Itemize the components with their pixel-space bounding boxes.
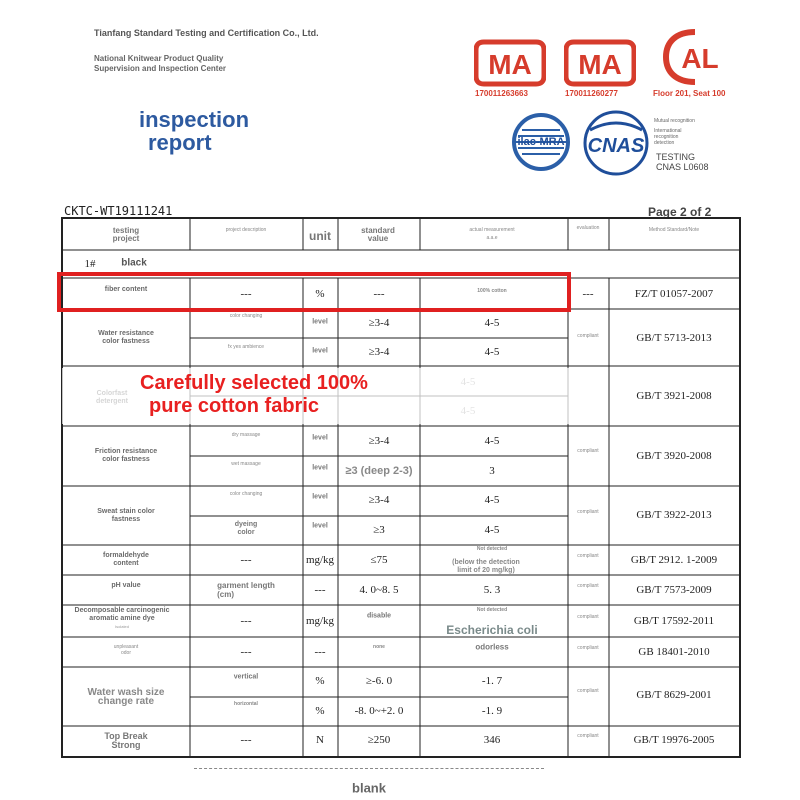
friction-evaluation: compliant (577, 448, 599, 454)
friction-project (95, 448, 157, 464)
organization-name: Tianfang Standard Testing and Certification Co., Ltd. (94, 28, 319, 38)
header-description: project description (225, 227, 267, 233)
sweat-sub1-result: 4-5 (484, 494, 500, 506)
formaldehyde-result-line2: limit of 20 mg/kg) (457, 567, 515, 574)
break-method: GB/T 19976-2005 (633, 734, 715, 746)
friction-project-line1: Friction resistance (94, 448, 158, 455)
odor-method: GB 18401-2010 (638, 646, 710, 658)
sweat-method: GB/T 3922-2013 (636, 509, 712, 521)
odor-standard: none (373, 644, 385, 650)
wash-sub1-unit: % (315, 675, 325, 687)
footer-dashes (194, 768, 544, 769)
sweat-project-line1: Sweat stain color (97, 508, 155, 515)
cal-logo-text: AL (681, 43, 719, 74)
wash-project-line2: change rate (97, 696, 155, 707)
break-desc: --- (240, 734, 252, 746)
water-sub2-result: 4-5 (484, 346, 500, 358)
fiber-method: FZ/T 01057-2007 (634, 288, 714, 300)
water-sub1-desc: color changing (229, 313, 263, 319)
sweat-sub2-desc-line2: color (237, 529, 255, 536)
friction-sub1-desc: dry massage (231, 432, 261, 438)
ilac-text: ilac-MRA (517, 136, 565, 148)
cma-code-1: 170011263663 (475, 89, 528, 98)
cnas-note-2: International (654, 128, 682, 134)
center-name-line2: Supervision and Inspection Center (94, 64, 227, 73)
friction-project-line2: color fastness (102, 456, 150, 463)
fiber-result: 100% cotton (477, 288, 507, 294)
header-method: Method Standard/Note (648, 227, 700, 233)
amine-unit: mg/kg (305, 615, 335, 627)
friction-sub1-standard: ≥3-4 (368, 435, 390, 447)
wash-project-line1: Water wash size (87, 687, 165, 698)
water-sub1-standard: ≥3-4 (368, 317, 390, 329)
cnas-note-3: recognition (654, 134, 679, 140)
sweat-evaluation: compliant (577, 509, 599, 515)
water-sub1-unit: level (312, 318, 328, 326)
break-result: 346 (483, 734, 501, 746)
formaldehyde-project-line1: formaldehyde (103, 552, 149, 559)
odor-result: odorless (475, 642, 509, 652)
sweat-project-line2: fastness (111, 516, 141, 523)
cma-code-2: 170011260277 (565, 89, 618, 98)
sweat-project (97, 508, 155, 524)
friction-sub2-unit: level (312, 464, 328, 472)
formaldehyde-project-line2: content (113, 560, 139, 567)
friction-sub2-desc: wet massage (231, 461, 261, 467)
water-evaluation: compliant (577, 333, 599, 339)
header-standard (361, 227, 395, 243)
amine-method: GB/T 17592-2011 (633, 615, 715, 627)
formaldehyde-desc: --- (240, 554, 252, 566)
sweat-sub2-result: 4-5 (484, 524, 500, 536)
odor-unit: --- (314, 646, 326, 658)
wash-sub2-standard: -8. 0~+2. 0 (354, 705, 404, 717)
header-standard-line1: standard (361, 226, 395, 235)
wash-sub2-result: -1. 9 (481, 705, 503, 717)
water-sub1-result: 4-5 (484, 317, 500, 329)
callout-line2: pure cotton fabric (149, 395, 320, 417)
water-sub2-desc: fx yes ambience (227, 344, 265, 350)
fiber-evaluation: --- (582, 288, 594, 300)
sweat-sub2-unit: level (312, 522, 328, 530)
formaldehyde-unit: mg/kg (305, 554, 335, 566)
header-evaluation: evaluation (576, 225, 600, 231)
wash-evaluation: compliant (577, 688, 599, 694)
fiber-highlight-box (57, 272, 571, 312)
odor-project (114, 644, 138, 656)
water-project-line2: color fastness (102, 338, 150, 345)
wash-project (88, 688, 165, 706)
odor-project-line2: odor (120, 650, 131, 656)
break-project (104, 732, 147, 750)
wash-sub2-desc: horizontal (234, 701, 258, 707)
break-evaluation: compliant (577, 733, 599, 739)
odor-evaluation: compliant (577, 645, 599, 651)
cma-logo-1-text: MA (488, 49, 532, 80)
ph-method: GB/T 7573-2009 (636, 584, 712, 596)
amine-result-top: Not detected (476, 607, 508, 613)
center-name-line1: National Knitwear Product Quality (94, 54, 224, 63)
water-sub2-unit: level (312, 347, 328, 355)
sample-id: 1# (84, 258, 96, 270)
friction-method: GB/T 3920-2008 (636, 450, 712, 462)
friction-sub2-result: 3 (489, 465, 495, 477)
detergent-method: GB/T 3921-2008 (636, 390, 712, 402)
friction-sub1-unit: level (312, 434, 328, 442)
break-project-line1: Top Break (104, 731, 148, 741)
header-result: actual measurement (469, 227, 515, 233)
header-result-sub: a.a.e (486, 235, 498, 241)
ph-standard: 4. 0~8. 5 (359, 584, 399, 596)
cnas-code: CNAS L0608 (656, 162, 709, 172)
amine-project-line2: aromatic amine dye (89, 615, 155, 622)
sweat-sub2-desc (235, 521, 258, 537)
friction-sub1-result: 4-5 (484, 435, 500, 447)
amine-project-line3: Isolated (114, 624, 130, 629)
ph-result: 5. 3 (483, 584, 501, 596)
sweat-sub1-unit: level (312, 493, 328, 501)
ph-unit: --- (314, 584, 326, 596)
cnas-testing-label: TESTING (656, 152, 696, 162)
ph-desc-line2: (cm) (217, 590, 234, 599)
water-sub2-standard: ≥3-4 (368, 346, 390, 358)
wash-sub2-unit: % (315, 705, 325, 717)
formaldehyde-result-top: Not detected (476, 546, 508, 552)
odor-desc: --- (240, 646, 252, 658)
cnas-text: CNAS (587, 135, 645, 157)
amine-standard: disable (366, 612, 392, 620)
sweat-sub1-standard: ≥3-4 (368, 494, 390, 506)
fiber-standard: --- (373, 288, 385, 300)
wash-sub1-standard: ≥-6. 0 (365, 675, 393, 687)
header-project-line2: project (112, 234, 140, 243)
formaldehyde-evaluation: compliant (577, 553, 599, 559)
sweat-sub2-desc-line1: dyeing (234, 521, 258, 528)
break-unit: N (316, 734, 324, 746)
water-project-line1: Water resistance (98, 330, 154, 337)
formaldehyde-result-line1: (below the detection (452, 559, 520, 566)
cal-code: Floor 201, Seat 100 (653, 89, 726, 98)
ph-evaluation: compliant (577, 583, 599, 589)
ph-project: pH value (111, 582, 141, 589)
ph-desc (217, 581, 275, 599)
friction-sub2-standard: ≥3 (deep 2-3) (345, 465, 413, 477)
callout-line1: Carefully selected 100% (140, 372, 368, 394)
formaldehyde-method: GB/T 2912. 1-2009 (630, 554, 718, 566)
break-project-line2: Strong (111, 740, 141, 750)
ph-desc-line1: garment length (217, 581, 275, 590)
fiber-desc: --- (240, 288, 252, 300)
header-standard-line2: value (367, 234, 389, 243)
header-unit: unit (309, 229, 331, 243)
wash-sub1-result: -1. 7 (481, 675, 503, 687)
fiber-project: fiber content (104, 286, 148, 293)
cnas-note-4: detection (654, 140, 675, 146)
formaldehyde-project (103, 552, 149, 568)
amine-desc: --- (240, 615, 252, 627)
cnas-note-1: Mutual recognition (654, 118, 695, 124)
amine-project (75, 607, 170, 631)
fiber-unit: % (315, 288, 325, 300)
header-project-line1: testing (112, 226, 140, 235)
wash-sub1-desc: vertical (233, 673, 259, 681)
cma-logo-2-text: MA (578, 49, 622, 80)
header-project (113, 227, 140, 243)
odor-project-line1: unpleasant (113, 644, 139, 650)
sweat-sub2-standard: ≥3 (373, 524, 385, 536)
formaldehyde-result (452, 559, 520, 575)
amine-result: Escherichia coli (446, 623, 538, 637)
report-number: CKTC-WT19111241 (64, 204, 173, 218)
callout-text (140, 372, 368, 418)
footer-blank: blank (352, 780, 386, 796)
page-number: Page 2 of 2 (648, 205, 712, 219)
amine-evaluation: compliant (577, 614, 599, 620)
wash-method: GB/T 8629-2001 (636, 689, 712, 701)
amine-project-line1: Decomposable carcinogenic (74, 607, 170, 614)
formaldehyde-standard: ≤75 (370, 554, 388, 566)
sweat-sub1-desc: color changing (229, 491, 263, 497)
report-title-line1: inspection (139, 107, 250, 132)
break-standard: ≥250 (367, 734, 391, 746)
water-method: GB/T 5713-2013 (636, 332, 712, 344)
sample-color: black (121, 257, 147, 269)
report-title-line2: report (148, 130, 212, 155)
water-project (98, 330, 154, 346)
